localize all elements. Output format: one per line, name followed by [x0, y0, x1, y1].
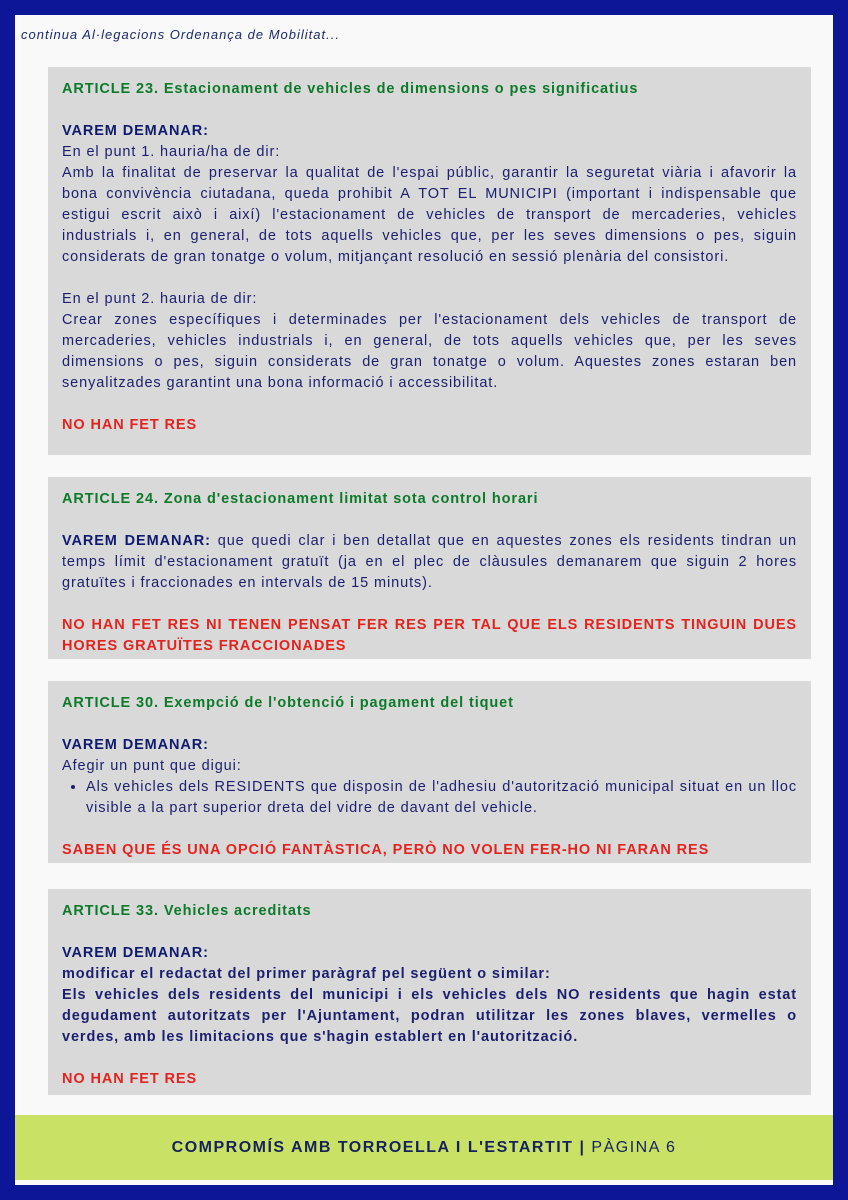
article-24-ask-label: VAREM DEMANAR:: [62, 533, 211, 549]
footer-separator: |: [579, 1138, 586, 1156]
article-30-bullet: • Als vehicles dels RESIDENTS que disposin de l'adhesiu d'autorització municipal situat en un lloc visible a la part superior dreta del vidre de davant del vehicle.: [86, 777, 797, 819]
article-23-point2-text: Crear zones específiques i determinades per l'estacionament dels vehicles de transport de mercaderies, vehicles industrials i, en general, de tots aquells vehicles que, per les seves dimensions o pes, siguin considerats de gran tonatge o volum. Aquestes zones estaran ben senyalitzades garantint una bona informació i accessibilitat.: [62, 312, 797, 391]
article-23-result: NO HAN FET RES: [62, 417, 198, 433]
article-33-box: [48, 889, 811, 1095]
article-30-title: ARTICLE 30. Exempció de l'obtenció i pagament del tiquet: [62, 695, 514, 711]
article-30-result: SABEN QUE ÉS UNA OPCIÓ FANTÀSTICA, PERÒ NO VOLEN FER-HO NI FARAN RES: [62, 842, 710, 858]
article-23-title: ARTICLE 23. Estacionament de vehicles de dimensions o pes significatius: [62, 81, 639, 97]
article-33-ask-label: VAREM DEMANAR:: [62, 945, 209, 961]
header-note: continua Al·legacions Ordenança de Mobilitat...: [21, 27, 340, 42]
article-33-text: Els vehicles dels residents del municipi i els vehicles dels NO residents que hagin estat degudament autoritzats per l'Ajuntament, podran utilitzar les zones blaves, vermelles o verdes, amb les limitacions que s'hagin establert en l'autorització.: [62, 987, 797, 1045]
footer-brand: COMPROMÍS AMB TORROELLA I L'ESTARTIT: [171, 1138, 574, 1156]
article-33-intro: modificar el redactat del primer paràgraf pel següent o similar:: [62, 966, 551, 982]
article-30-intro: Afegir un punt que digui:: [62, 758, 242, 774]
article-24-box: [48, 477, 811, 659]
article-23-box: [48, 67, 811, 455]
article-24-ask-text: que quedi clar i ben detallat que en aquestes zones els residents tindran un temps límit d'estacionament gratuït (ja en el plec de clàusules demanarem que siguin 2 hores gratuïtes i fraccionades en intervals de 15 minuts).: [62, 533, 797, 591]
article-33-result: NO HAN FET RES: [62, 1071, 198, 1087]
article-23-point1-intro: En el punt 1. hauria/ha de dir:: [62, 144, 281, 160]
article-24-title: ARTICLE 24. Zona d'estacionament limitat sota control horari: [62, 491, 539, 507]
article-33-title: ARTICLE 33. Vehicles acreditats: [62, 903, 312, 919]
article-30-box: [48, 681, 811, 863]
footer-page-number: PÀGINA 6: [591, 1138, 677, 1156]
document-page: [15, 15, 833, 1185]
article-24-result: NO HAN FET RES NI TENEN PENSAT FER RES PER TAL QUE ELS RESIDENTS TINGUIN DUES HORES GRATUÏTES FRACCIONADES: [62, 617, 797, 654]
footer-bar: [15, 1115, 833, 1180]
article-23-ask-label: VAREM DEMANAR:: [62, 123, 209, 139]
article-30-ask-label: VAREM DEMANAR:: [62, 737, 209, 753]
article-23-point1-text: Amb la finalitat de preservar la qualitat de l'espai públic, garantir la seguretat viària i afavorir la bona convivència ciutadana, queda prohibit A TOT EL MUNICIPI (important i indispensable que estigui escrit això i així) l'estacionament de vehicles de transport de mercaderies, vehicles industrials i, en general, de tots aquells vehicles que, per les seves dimensions o pes, siguin considerats de gran tonatge o volum, mitjançant resolució en sessió plenària del consistori.: [62, 165, 797, 265]
article-23-point2-intro: En el punt 2. hauria de dir:: [62, 291, 258, 307]
article-24-ask-paragraph: [62, 531, 797, 594]
article-30-bullet-list: [62, 777, 797, 819]
